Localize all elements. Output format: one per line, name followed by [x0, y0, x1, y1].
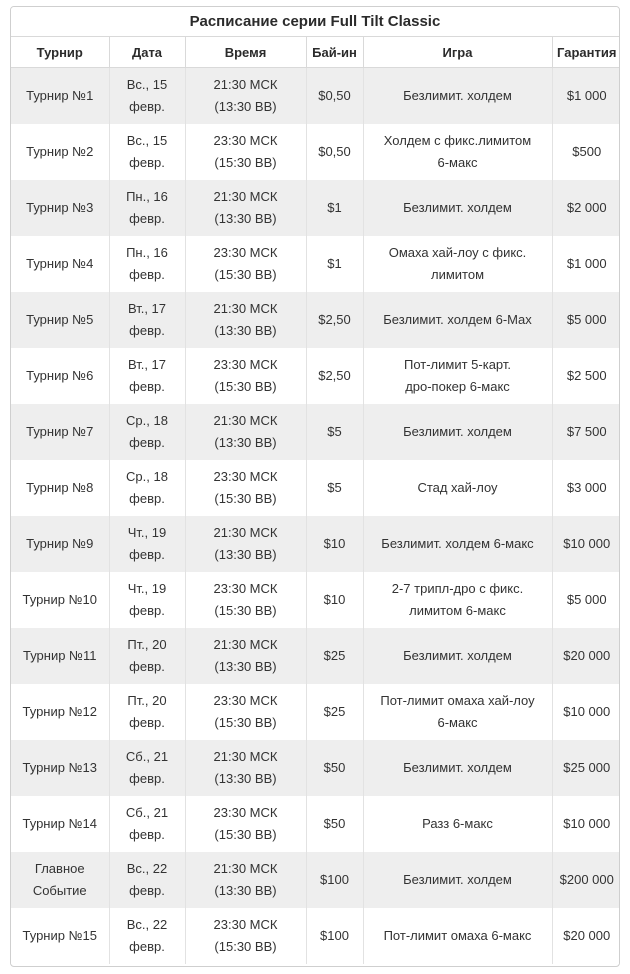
cell-date-line: февр.	[129, 323, 165, 338]
cell-game	[363, 236, 552, 292]
cell-game	[363, 68, 552, 125]
cell-date-line: февр.	[129, 211, 165, 226]
cell-game	[363, 404, 552, 460]
cell-game	[363, 796, 552, 852]
table-row	[11, 740, 620, 796]
cell-date-line: февр.	[129, 771, 165, 786]
cell-time-line: (15:30 ВВ)	[214, 379, 277, 394]
cell-time	[185, 236, 306, 292]
cell-tournament-line: Турнир №8	[26, 480, 94, 495]
cell-tournament-line: Турнир №9	[26, 536, 94, 551]
cell-date	[109, 460, 185, 516]
cell-date-line: Чт., 19	[127, 525, 167, 540]
cell-date-line: Вс., 15	[126, 133, 168, 148]
cell-date	[109, 628, 185, 684]
cell-game-line: 6-макс	[437, 155, 478, 170]
cell-buyin: $5	[306, 404, 363, 460]
header-guarantee: Гарантия	[552, 37, 620, 68]
cell-date-line: февр.	[129, 603, 165, 618]
cell-tournament	[11, 684, 109, 740]
cell-tournament-line: Турнир №14	[22, 816, 97, 831]
cell-tournament-line: Турнир №10	[22, 592, 97, 607]
cell-tournament	[11, 796, 109, 852]
cell-game-line: Безлимит. холдем	[403, 200, 512, 215]
table-row	[11, 852, 620, 908]
cell-time	[185, 852, 306, 908]
cell-time	[185, 124, 306, 180]
cell-date-line: Чт., 19	[127, 581, 167, 596]
cell-game-line: дро-покер 6-макс	[405, 379, 510, 394]
cell-date	[109, 68, 185, 125]
cell-tournament	[11, 908, 109, 964]
cell-date	[109, 852, 185, 908]
cell-time	[185, 180, 306, 236]
cell-date-line: Сб., 21	[125, 805, 169, 820]
cell-game	[363, 460, 552, 516]
cell-date-line: февр.	[129, 379, 165, 394]
cell-time	[185, 516, 306, 572]
cell-game	[363, 516, 552, 572]
cell-tournament	[11, 180, 109, 236]
cell-date	[109, 404, 185, 460]
cell-date-line: февр.	[129, 267, 165, 282]
cell-tournament-line: Турнир №1	[26, 88, 94, 103]
cell-buyin: $100	[306, 908, 363, 964]
table-row	[11, 292, 620, 348]
cell-date-line: февр.	[129, 435, 165, 450]
cell-game-line: Безлимит. холдем	[403, 648, 512, 663]
cell-time-line: (13:30 ВВ)	[214, 435, 277, 450]
cell-game	[363, 124, 552, 180]
cell-tournament	[11, 628, 109, 684]
cell-tournament-line: Турнир №3	[26, 200, 94, 215]
cell-buyin: $1	[306, 180, 363, 236]
cell-date	[109, 908, 185, 964]
cell-tournament	[11, 348, 109, 404]
cell-game-line: Холдем с фикс.лимитом	[383, 133, 532, 148]
cell-time	[185, 404, 306, 460]
cell-game-line: Омаха хай-лоу с фикс.	[388, 245, 527, 260]
cell-time-line: (13:30 ВВ)	[214, 771, 277, 786]
cell-guarantee: $10 000	[552, 796, 620, 852]
cell-game	[363, 740, 552, 796]
cell-guarantee: $1 000	[552, 68, 620, 125]
cell-date-line: Пт., 20	[127, 693, 167, 708]
cell-date	[109, 740, 185, 796]
cell-time-line: (15:30 ВВ)	[214, 715, 277, 730]
cell-tournament-line: Турнир №4	[26, 256, 94, 271]
cell-time-line: 23:30 МСК	[213, 917, 278, 932]
cell-buyin: $2,50	[306, 348, 363, 404]
cell-tournament	[11, 572, 109, 628]
table-row	[11, 348, 620, 404]
cell-time-line: (13:30 ВВ)	[214, 99, 277, 114]
cell-game	[363, 908, 552, 964]
cell-time	[185, 740, 306, 796]
cell-time-line: 21:30 МСК	[213, 637, 278, 652]
cell-date	[109, 684, 185, 740]
cell-guarantee: $10 000	[552, 684, 620, 740]
cell-date-line: Вт., 17	[127, 357, 167, 372]
cell-date-line: февр.	[129, 883, 165, 898]
table-row	[11, 572, 620, 628]
cell-guarantee: $7 500	[552, 404, 620, 460]
cell-guarantee: $1 000	[552, 236, 620, 292]
cell-tournament-line: Турнир №11	[22, 648, 97, 663]
cell-buyin: $25	[306, 684, 363, 740]
cell-time-line: (15:30 ВВ)	[214, 267, 277, 282]
cell-tournament-line: Турнир №7	[26, 424, 94, 439]
cell-date	[109, 236, 185, 292]
cell-guarantee: $20 000	[552, 628, 620, 684]
cell-time-line: 23:30 МСК	[213, 805, 278, 820]
cell-game-line: Безлимит. холдем	[403, 872, 512, 887]
cell-tournament-line: Главное	[34, 861, 85, 876]
table-row	[11, 404, 620, 460]
cell-time	[185, 460, 306, 516]
cell-tournament	[11, 292, 109, 348]
cell-guarantee: $25 000	[552, 740, 620, 796]
cell-tournament-line: Турнир №13	[22, 760, 97, 775]
cell-tournament-line: Турнир №12	[22, 704, 97, 719]
cell-date-line: февр.	[129, 547, 165, 562]
cell-game-line: Безлимит. холдем	[403, 88, 512, 103]
cell-time	[185, 684, 306, 740]
cell-buyin: $10	[306, 572, 363, 628]
cell-date-line: Ср., 18	[126, 469, 168, 484]
cell-date-line: февр.	[129, 939, 165, 954]
table-row	[11, 68, 620, 125]
header-time: Время	[185, 37, 306, 68]
table-row	[11, 516, 620, 572]
cell-time-line: 23:30 МСК	[213, 693, 278, 708]
cell-date	[109, 572, 185, 628]
cell-time	[185, 572, 306, 628]
cell-game	[363, 628, 552, 684]
header-buyin: Бай-ин	[306, 37, 363, 68]
cell-guarantee: $5 000	[552, 572, 620, 628]
cell-time-line: (15:30 ВВ)	[214, 491, 277, 506]
cell-date	[109, 348, 185, 404]
cell-time-line: (13:30 ВВ)	[214, 211, 277, 226]
cell-guarantee: $2 500	[552, 348, 620, 404]
cell-time-line: (15:30 ВВ)	[214, 603, 277, 618]
cell-time	[185, 68, 306, 125]
cell-date-line: февр.	[129, 491, 165, 506]
cell-game-line: Пот-лимит омаха 6-макс	[383, 928, 532, 943]
cell-date-line: Пн., 16	[126, 245, 168, 260]
schedule-table-container	[10, 6, 620, 967]
cell-buyin: $10	[306, 516, 363, 572]
cell-game	[363, 348, 552, 404]
cell-time	[185, 908, 306, 964]
cell-tournament-line: Турнир №5	[26, 312, 94, 327]
cell-game-line: Пот-лимит омаха хай-лоу	[380, 693, 535, 708]
cell-game-line: лимитом 6-макс	[409, 603, 506, 618]
cell-date-line: февр.	[129, 827, 165, 842]
table-header-row	[11, 37, 620, 68]
cell-date	[109, 124, 185, 180]
cell-guarantee: $10 000	[552, 516, 620, 572]
table-row	[11, 628, 620, 684]
cell-date	[109, 292, 185, 348]
cell-date-line: Вт., 17	[127, 301, 167, 316]
cell-tournament-line: Турнир №6	[26, 368, 94, 383]
cell-tournament	[11, 404, 109, 460]
cell-guarantee: $2 000	[552, 180, 620, 236]
cell-game	[363, 852, 552, 908]
table-row	[11, 236, 620, 292]
cell-time-line: 23:30 МСК	[213, 581, 278, 596]
cell-time	[185, 796, 306, 852]
cell-date-line: Вс., 22	[126, 917, 168, 932]
cell-time-line: (15:30 ВВ)	[214, 827, 277, 842]
cell-time-line: 21:30 МСК	[213, 749, 278, 764]
cell-tournament-line: Турнир №2	[26, 144, 94, 159]
cell-time-line: 21:30 МСК	[213, 301, 278, 316]
cell-game-line: Безлимит. холдем 6-макс	[381, 536, 534, 551]
cell-guarantee: $200 000	[552, 852, 620, 908]
cell-guarantee: $5 000	[552, 292, 620, 348]
cell-buyin: $2,50	[306, 292, 363, 348]
cell-date-line: Вс., 15	[126, 77, 168, 92]
cell-game-line: Стад хай-лоу	[417, 480, 498, 495]
cell-time-line: (13:30 ВВ)	[214, 883, 277, 898]
cell-game-line: Пот-лимит 5-карт.	[403, 357, 511, 372]
cell-buyin: $0,50	[306, 68, 363, 125]
table-title: Расписание серии Full Tilt Classic	[11, 7, 619, 37]
cell-tournament	[11, 68, 109, 125]
header-date: Дата	[109, 37, 185, 68]
cell-tournament	[11, 852, 109, 908]
cell-tournament	[11, 516, 109, 572]
cell-game-line: Безлимит. холдем	[403, 760, 512, 775]
table-row	[11, 124, 620, 180]
header-tournament: Турнир	[11, 37, 109, 68]
table-body	[11, 68, 620, 965]
cell-tournament	[11, 236, 109, 292]
cell-time-line: 21:30 МСК	[213, 77, 278, 92]
cell-time	[185, 348, 306, 404]
cell-date-line: Пт., 20	[127, 637, 167, 652]
table-row	[11, 908, 620, 964]
cell-buyin: $5	[306, 460, 363, 516]
cell-buyin: $25	[306, 628, 363, 684]
cell-time-line: (15:30 ВВ)	[214, 939, 277, 954]
cell-game	[363, 180, 552, 236]
cell-game	[363, 684, 552, 740]
cell-game-line: 6-макс	[437, 715, 478, 730]
header-game: Игра	[363, 37, 552, 68]
cell-time-line: 21:30 МСК	[213, 525, 278, 540]
cell-date	[109, 516, 185, 572]
cell-game-line: Безлимит. холдем	[403, 424, 512, 439]
cell-time-line: 23:30 МСК	[213, 245, 278, 260]
cell-buyin: $1	[306, 236, 363, 292]
cell-game-line: 2-7 трипл-дро с фикс.	[391, 581, 524, 596]
cell-tournament-line: Событие	[32, 883, 87, 898]
cell-game	[363, 572, 552, 628]
cell-time-line: (13:30 ВВ)	[214, 323, 277, 338]
cell-game-line: Безлимит. холдем 6-Max	[383, 312, 532, 327]
table-row	[11, 180, 620, 236]
cell-tournament	[11, 124, 109, 180]
cell-game-line: Разз 6-макс	[422, 816, 493, 831]
cell-buyin: $50	[306, 740, 363, 796]
cell-time-line: (13:30 ВВ)	[214, 659, 277, 674]
cell-time	[185, 628, 306, 684]
cell-tournament-line: Турнир №15	[22, 928, 97, 943]
cell-game	[363, 292, 552, 348]
cell-guarantee: $3 000	[552, 460, 620, 516]
cell-time-line: (13:30 ВВ)	[214, 547, 277, 562]
cell-date-line: Вс., 22	[126, 861, 168, 876]
cell-guarantee: $20 000	[552, 908, 620, 964]
cell-tournament	[11, 740, 109, 796]
cell-buyin: $0,50	[306, 124, 363, 180]
cell-time-line: 21:30 МСК	[213, 189, 278, 204]
cell-game-line: лимитом	[430, 267, 485, 282]
cell-date	[109, 180, 185, 236]
cell-date-line: февр.	[129, 99, 165, 114]
cell-buyin: $50	[306, 796, 363, 852]
cell-date	[109, 796, 185, 852]
schedule-table	[11, 37, 620, 964]
table-row	[11, 796, 620, 852]
cell-time	[185, 292, 306, 348]
cell-time-line: 23:30 МСК	[213, 133, 278, 148]
cell-guarantee: $500	[552, 124, 620, 180]
cell-date-line: Пн., 16	[126, 189, 168, 204]
cell-date-line: февр.	[129, 155, 165, 170]
table-row	[11, 684, 620, 740]
cell-buyin: $100	[306, 852, 363, 908]
table-row	[11, 460, 620, 516]
cell-date-line: Ср., 18	[126, 413, 168, 428]
cell-time-line: 23:30 МСК	[213, 357, 278, 372]
cell-time-line: 21:30 МСК	[213, 861, 278, 876]
cell-time-line: 21:30 МСК	[213, 413, 278, 428]
cell-tournament	[11, 460, 109, 516]
cell-date-line: февр.	[129, 715, 165, 730]
cell-date-line: Сб., 21	[125, 749, 169, 764]
cell-time-line: 23:30 МСК	[213, 469, 278, 484]
cell-time-line: (15:30 ВВ)	[214, 155, 277, 170]
cell-date-line: февр.	[129, 659, 165, 674]
